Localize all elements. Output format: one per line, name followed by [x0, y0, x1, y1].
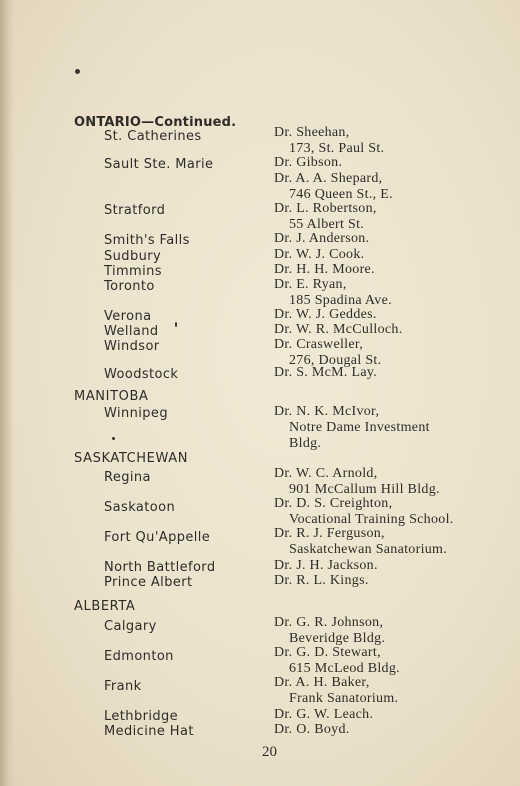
doctor-name: Dr. O. Boyd. [274, 722, 350, 737]
address-line: Vocational Training School. [289, 512, 454, 527]
doctor-name: Dr. W. J. Cook. [274, 247, 365, 262]
region-heading: SASKATCHEWAN [74, 451, 189, 466]
doctor-name: Dr. A. A. Shepard, [274, 171, 383, 186]
address-line: Frank Sanatorium. [289, 691, 399, 706]
doctor-name: Dr. G. D. Stewart, [274, 645, 381, 660]
address-line: 55 Albert St. [289, 217, 365, 232]
doctor-name: Dr. W. R. McCulloch. [274, 322, 403, 337]
place-name: Woodstock [104, 367, 179, 382]
address-line: Saskatchewan Sanatorium. [289, 542, 448, 557]
region-heading: ALBERTA [74, 599, 136, 614]
place-name: Medicine Hat [104, 724, 194, 739]
address-line: Bldg. [289, 436, 322, 451]
doctor-name: Dr. H. H. Moore. [274, 262, 375, 277]
address-line: 615 McLeod Bldg. [289, 661, 400, 676]
doctor-name: Dr. J. Anderson. [274, 231, 370, 246]
place-name: Frank [104, 679, 142, 694]
address-line: 276, Dougal St. [289, 353, 382, 368]
place-name: Verona [104, 309, 152, 324]
doctor-name: Dr. G. W. Leach. [274, 707, 374, 722]
page-number: 20 [262, 744, 277, 760]
doctor-name: Dr. J. H. Jackson. [274, 558, 378, 573]
place-name: Prince Albert [104, 575, 193, 590]
place-name: Windsor [104, 339, 160, 354]
doctor-name: Dr. W. C. Arnold, [274, 466, 378, 481]
place-name: Sault Ste. Marie [104, 157, 214, 172]
doctor-name: Dr. E. Ryan, [274, 277, 347, 292]
place-name: Welland [104, 324, 159, 339]
doctor-name: Dr. R. J. Ferguson, [274, 526, 385, 541]
address-line: 185 Spadina Ave. [289, 293, 392, 308]
place-name: Lethbridge [104, 709, 179, 724]
doctor-name: Dr. Crasweller, [274, 337, 364, 352]
region-heading: MANITOBA [74, 389, 149, 404]
place-name: Smith's Falls [104, 233, 190, 248]
address-line: 746 Queen St., E. [289, 187, 393, 202]
region-heading: ONTARIO—Continued. [74, 115, 237, 130]
address-line: 173, St. Paul St. [289, 141, 385, 156]
place-name: Saskatoon [104, 500, 176, 515]
place-name: Regina [104, 470, 151, 485]
place-name: Stratford [104, 203, 166, 218]
place-name: Toronto [104, 279, 155, 294]
doctor-name: Dr. A. H. Baker, [274, 675, 370, 690]
place-name: North Battleford [104, 560, 216, 575]
doctor-name: Dr. D. S. Creighton, [274, 496, 393, 511]
doctor-name: Dr. L. Robertson, [274, 201, 377, 216]
address-line: Beveridge Bldg. [289, 631, 386, 646]
place-name: St. Catherines [104, 129, 202, 144]
doctor-name: Dr. R. L. Kings. [274, 573, 369, 588]
doctor-name: Dr. Gibson. [274, 155, 343, 170]
place-name: Sudbury [104, 249, 162, 264]
address-line: 901 McCallum Hill Bldg. [289, 482, 440, 497]
address-line: Notre Dame Investment [289, 420, 430, 435]
place-name: Calgary [104, 619, 157, 634]
place-name: Timmins [104, 264, 162, 279]
doctor-name: Dr. G. R. Johnson, [274, 615, 384, 630]
place-name: Edmonton [104, 649, 174, 664]
doctor-name: Dr. N. K. McIvor, [274, 404, 380, 419]
place-name: Winnipeg [104, 406, 168, 421]
doctor-name: Dr. W. J. Geddes. [274, 307, 377, 322]
doctor-name: Dr. S. McM. Lay. [274, 365, 378, 380]
ink-spot [75, 69, 80, 74]
doctor-name: Dr. Sheehan, [274, 125, 350, 140]
place-name: Fort Qu'Appelle [104, 530, 211, 545]
